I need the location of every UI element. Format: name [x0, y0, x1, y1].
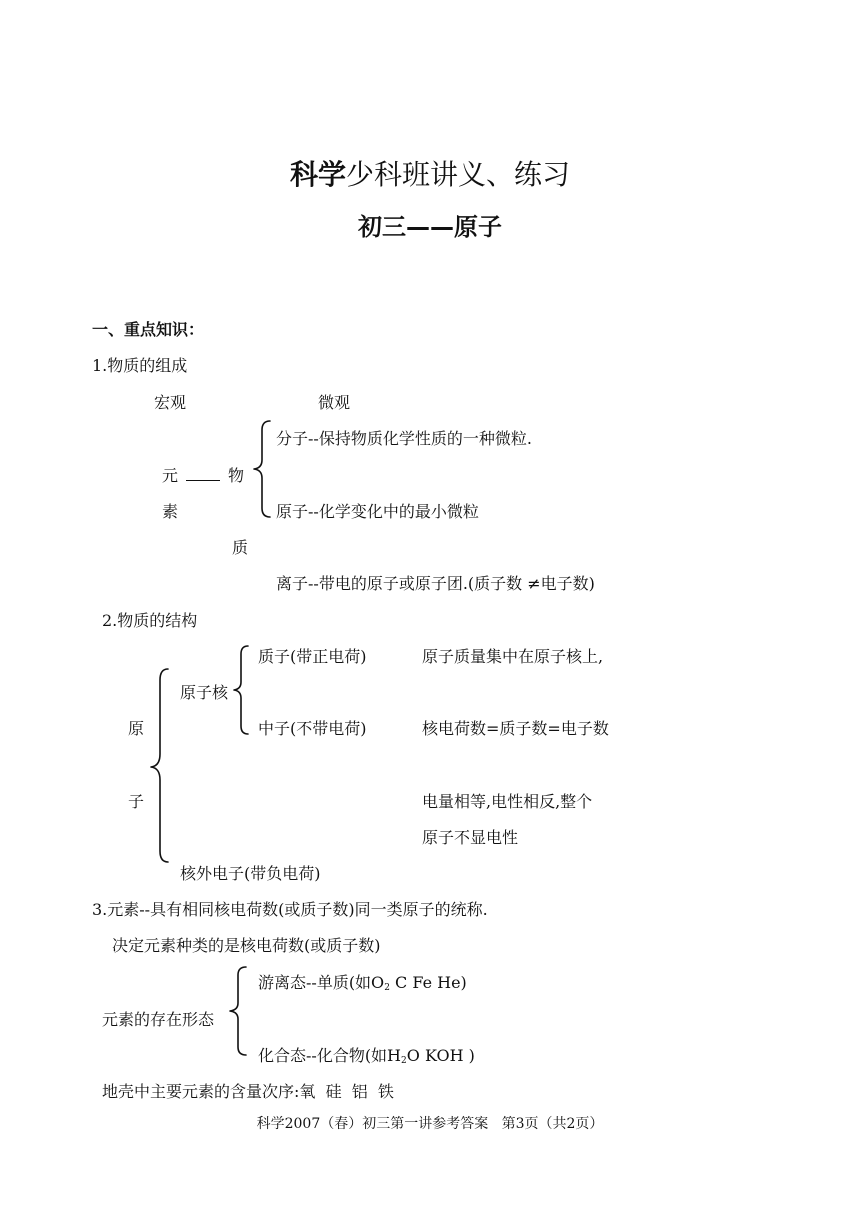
atom-brace [146, 668, 176, 864]
electron-label: 核外电子(带负电荷) [180, 864, 321, 883]
forms-label: 元素的存在形态 [102, 1010, 215, 1029]
neutron-label: 中子(不带电荷) [258, 719, 367, 738]
page-subtitle: 初三——原子 [358, 213, 502, 241]
substance-label-2: 质 [232, 538, 249, 557]
nucleus-label: 原子核 [180, 683, 229, 702]
combined-state: 化合态--化合物(如$H_2O$ KOH ) [258, 1046, 475, 1066]
nucleus-brace [230, 645, 256, 737]
neutral-note-2: 原子不显电性 [422, 828, 519, 847]
atom-label-1: 原 [128, 719, 145, 738]
element-label-2: 素 [162, 502, 179, 521]
composition-brace [248, 420, 278, 520]
charge-note: 核电荷数=质子数=电子数 [422, 719, 609, 738]
item1-heading: 1.物质的组成 [92, 356, 188, 375]
molecule-definition: 分子--保持物质化学性质的一种微粒. [276, 429, 532, 448]
proton-label: 质子(带正电荷) [258, 647, 367, 666]
free-state: 游离态--单质(如$O_2$ C Fe He) [258, 973, 467, 993]
item3-heading: 3.元素--具有相同核电荷数(或质子数)同一类原子的统称. [92, 900, 488, 919]
page-title: 科学少科班讲义、练习 [289, 158, 571, 191]
micro-label: 微观 [318, 393, 351, 412]
neutral-note-1: 电量相等,电性相反,整个 [422, 792, 593, 811]
forms-brace [226, 966, 254, 1058]
element-label: 元 物 [162, 466, 245, 485]
blank-line [186, 468, 220, 481]
ion-definition: 离子--带电的原子或原子团.(质子数 ≠电子数) [276, 574, 595, 593]
section-heading: 一、重点知识： [92, 320, 205, 339]
atom-label-2: 子 [128, 792, 145, 811]
item2-heading: 2.物质的结构 [102, 611, 198, 630]
macro-label: 宏观 [154, 393, 187, 412]
crust-elements: 地壳中主要元素的含量次序:氧 硅 铝 铁 [102, 1082, 394, 1101]
atom-definition: 原子--化学变化中的最小微粒 [276, 502, 479, 521]
element-type-note: 决定元素种类的是核电荷数(或质子数) [112, 936, 381, 955]
mass-note: 原子质量集中在原子核上, [422, 647, 604, 666]
page-footer: 科学2007（春）初三第一讲参考答案 第3页（共2页） [256, 1116, 604, 1132]
